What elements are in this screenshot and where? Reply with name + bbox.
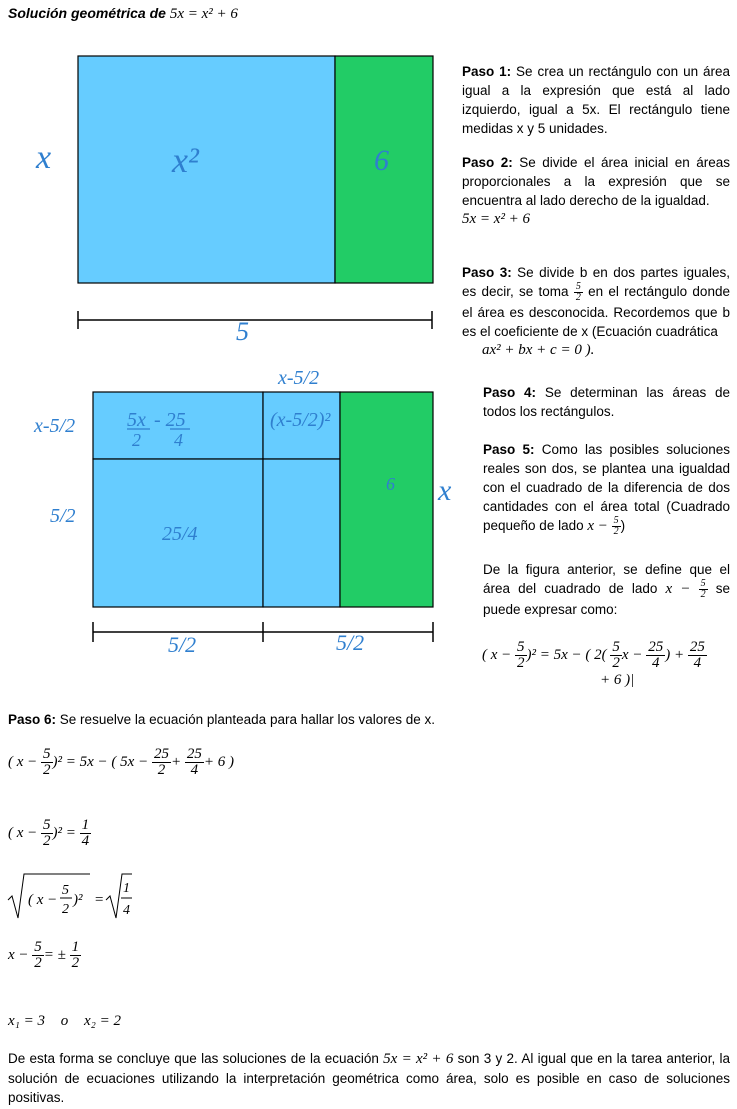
svg-text:=: = xyxy=(94,892,105,908)
paso2-label: Paso 2: xyxy=(462,155,513,170)
paso3-fraction: $\frac{5}{2}$ xyxy=(575,281,581,303)
fig2-right-label: x xyxy=(438,474,452,507)
fig1-bottom-label: 5 xyxy=(236,317,249,346)
fig2-cell-topmid: (x-5/2)² xyxy=(270,409,331,431)
conclusion-equation: 5x = x² + 6 xyxy=(383,1051,454,1067)
derived-text-b: se puede expresar como: xyxy=(483,581,730,617)
svg-text:5: 5 xyxy=(62,883,69,898)
svg-text:2: 2 xyxy=(132,430,141,450)
fig2-left-bottom-label: 5/2 xyxy=(50,505,76,527)
rect-bottom-mid xyxy=(263,459,340,607)
paso3-text-a: Se divide b en dos partes iguales, es decir, se toma xyxy=(462,265,730,300)
fig2-bottom-left-label: 5/2 xyxy=(168,632,197,657)
paso3-text-b: en el rectángulo donde el área es desconocida. Recordemos que b es el coeficiente de x (Ecuación cuadrática xyxy=(462,284,730,339)
svg-text:1: 1 xyxy=(123,881,130,896)
fig2-top-label: x-5/2 xyxy=(278,367,320,389)
square-x2 xyxy=(78,56,335,283)
eq-step-3 xyxy=(6,870,136,922)
paso2-paragraph xyxy=(462,153,730,229)
derived-text-a: De la figura anterior, se define que el área del cuadrado de lado xyxy=(483,562,730,597)
eq-step-2: ( x − $\frac{5}{2}$ )² = $\frac{1}{4}$ xyxy=(8,817,90,849)
svg-text:)²: )² xyxy=(73,892,83,908)
paso5-paragraph: Paso 5: Como las posibles soluciones reales son dos, se plantea una igualdad con el cuadrado de la diferencia de dos cantidades con el área total (Cuadrado pequeño de lado x − $\frac{5}{2}$ ) xyxy=(483,442,730,537)
solution-x1: x₁ = 3 xyxy=(8,1013,45,1029)
conclusion-paragraph xyxy=(8,1049,730,1107)
paso6-text: Se resuelve la ecuación planteada para hallar los valores de x. xyxy=(59,712,436,727)
paso4-label: Paso 4: xyxy=(483,385,537,400)
paso1-text: Se crea un rectángulo con un área igual a la expresión que está al lado izquierdo, igual a 5x. El rectángulo tiene medidas x y 5 unidades. xyxy=(462,64,730,136)
fig1-left-label: x xyxy=(36,139,52,176)
eq-step-1: ( x − $\frac{5}{2}$ )² = 5x − ( 5x − $\frac{25}{2}$ + $\frac{25}{4}$ + 6 ) xyxy=(8,746,234,778)
conclusion-text-a: De esta forma se concluye que las soluciones de la ecuación xyxy=(8,1051,379,1066)
page-title xyxy=(8,5,238,23)
paso6-paragraph xyxy=(8,710,728,729)
paso5-label: Paso 5: xyxy=(483,442,535,457)
paso5-fraction: $\frac{5}{2}$ xyxy=(613,515,619,537)
fig2-green-label: 6 xyxy=(386,474,395,494)
solution-x2: x₂ = 2 xyxy=(84,1013,121,1029)
fig1-square-label: x² xyxy=(172,140,199,180)
svg-text:( x −: ( x − xyxy=(28,892,58,908)
paso3-equation: ax² + bx + c = 0 ). xyxy=(482,342,595,358)
figure-rectangle-5x xyxy=(0,40,450,360)
figure-completing-square xyxy=(0,360,470,670)
paso2-equation: 5x = x² + 6 xyxy=(462,211,531,227)
derived-fraction: $\frac{5}{2}$ xyxy=(700,578,706,600)
fig2-left-top-label: x-5/2 xyxy=(34,415,76,437)
paso2-text: Se divide el área inicial en áreas proporcionales a la expresión que se encuentra al lado derecho de la igualdad. xyxy=(462,155,730,208)
paso3-label: Paso 3: xyxy=(462,265,512,280)
rect-6-green xyxy=(340,392,433,607)
fig2-cell-bottom: 25/4 xyxy=(162,523,198,545)
paso6-label: Paso 6: xyxy=(8,712,57,727)
solutions-line xyxy=(8,1013,121,1030)
paso4-text: Se determinan las áreas de todos los rectángulos. xyxy=(483,385,730,419)
svg-text:5x: 5x xyxy=(127,409,146,431)
paso1-paragraph xyxy=(462,62,730,138)
svg-text:4: 4 xyxy=(123,903,130,918)
eq-step-4: x − $\frac{5}{2}$ = ± $\frac{1}{2}$ xyxy=(8,939,80,971)
title-prefix: Solución geométrica de xyxy=(8,5,166,21)
paso3-paragraph xyxy=(462,263,730,360)
paso5-text: Como las posibles soluciones reales son dos, se plantea una igualdad con el cuadrado de la diferencia de dos cantidades con el área total (Cuadrado pequeño de lado xyxy=(483,442,730,534)
solution-conj: o xyxy=(60,1013,69,1029)
paso4-paragraph xyxy=(483,383,730,421)
paso5-equation: ( x − $\frac{5}{2}$ )² = 5x − ( 2( $\frac{5}{2}$ x − $\frac{25}{4}$ ) + $\frac{25}{4}$ + 6 )| xyxy=(482,639,705,688)
fig2-bottom-right-label: 5/2 xyxy=(336,630,365,655)
svg-text:4: 4 xyxy=(174,430,183,450)
svg-text:2: 2 xyxy=(62,902,69,917)
title-equation: 5x = x² + 6 xyxy=(169,6,238,22)
fig1-rect-label: 6 xyxy=(374,144,389,177)
paso1-label: Paso 1: xyxy=(462,64,512,79)
svg-text:- 25: - 25 xyxy=(154,409,186,431)
derived-paragraph: De la figura anterior, se define que el área del cuadrado de lado x − $\frac{5}{2}$ se puede expresar como: xyxy=(483,562,730,617)
conclusion-text-b: son 3 y 2. Al igual que en la tarea anterior, la solución de ecuaciones utilizando la interpretación geométrica como área, solo es posible en caso de soluciones positivas. xyxy=(8,1051,730,1105)
